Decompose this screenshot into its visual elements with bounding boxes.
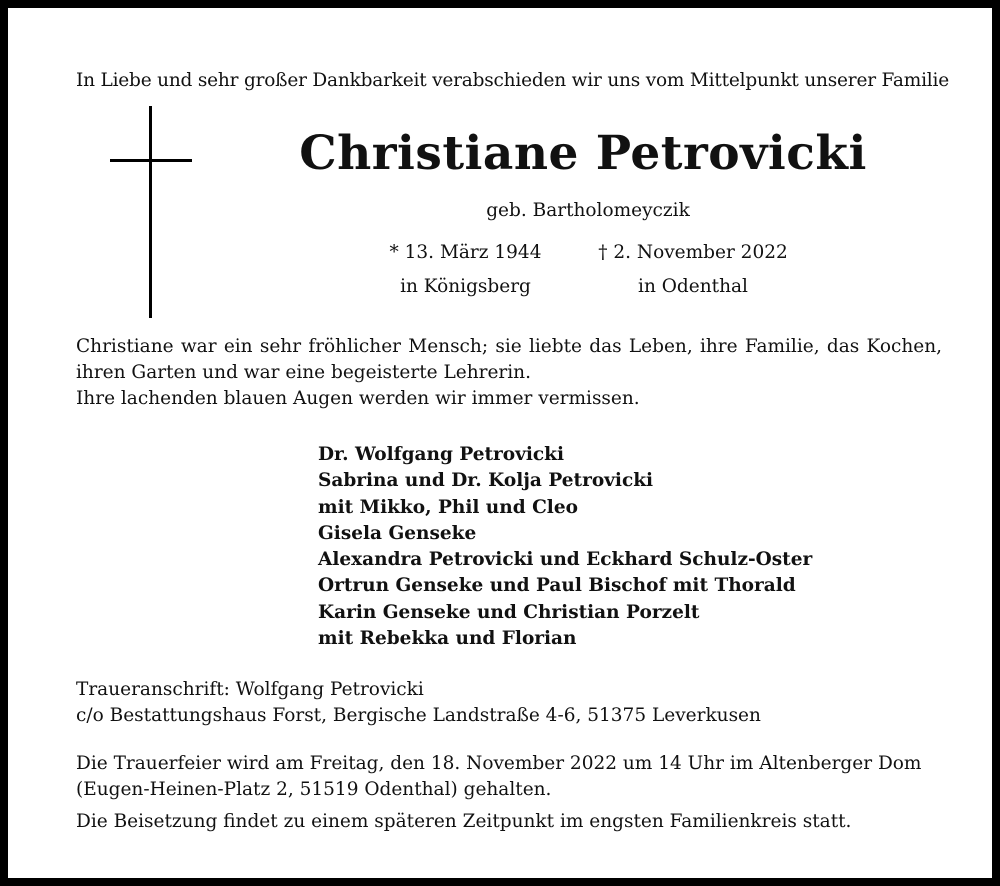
cross-vertical-bar [149,106,152,318]
address-line: c/o Bestattungshaus Forst, Bergische Landstraße 4-6, 51375 Leverkusen [76,705,761,726]
mourner-line: Ortrun Genseke und Paul Bischof mit Thorald [318,575,796,597]
burial-text: Die Beisetzung findet zu einem späteren Zeitpunkt im engsten Familienkreis statt. [76,811,852,832]
service-info [76,751,942,841]
birth-place: in Königsberg [400,276,531,297]
mourner-line: Sabrina und Dr. Kolja Petrovicki [318,470,654,492]
deceased-name: Christiane Petrovicki [299,126,867,181]
mourner-line: mit Rebekka und Florian [318,628,577,650]
mourners-list [318,442,918,652]
birth-info [368,236,563,304]
death-place: in Odenthal [638,276,748,297]
mourner-line: mit Mikko, Phil und Cleo [318,496,578,518]
mourner-line: Gisela Genseke [318,522,477,544]
birth-date: * 13. März 1944 [389,242,542,263]
cross-horizontal-bar [110,159,192,162]
tribute-paragraph: Christiane war ein sehr fröhlicher Mensch; sie liebte das Leben, ihre Familie, das Kochen, ihren Garten und war eine begeisterte Lehrerin. [76,336,942,383]
tribute-paragraph: Ihre lachenden blauen Augen werden wir immer vermissen. [76,388,640,409]
mourner-line: Karin Genseke und Christian Porzelt [318,601,700,623]
death-date: † 2. November 2022 [598,242,788,263]
cross-icon [110,106,192,318]
death-info [578,236,808,304]
tribute-text [76,334,942,412]
maiden-name: geb. Bartholomeyczik [486,200,690,221]
mourner-line: Alexandra Petrovicki und Eckhard Schulz-Oster [318,549,813,571]
address-line: Traueranschrift: Wolfgang Petrovicki [76,679,424,700]
intro-line: In Liebe und sehr großer Dankbarkeit verabschieden wir uns vom Mittelpunkt unserer Familie [76,70,949,91]
ceremony-text: Die Trauerfeier wird am Freitag, den 18. November 2022 um 14 Uhr im Altenberger Dom (Eugen-Heinen-Platz 2, 51519 Odenthal) gehalten. [76,753,922,800]
mourning-address [76,677,942,729]
mourner-line: Dr. Wolfgang Petrovicki [318,444,565,465]
